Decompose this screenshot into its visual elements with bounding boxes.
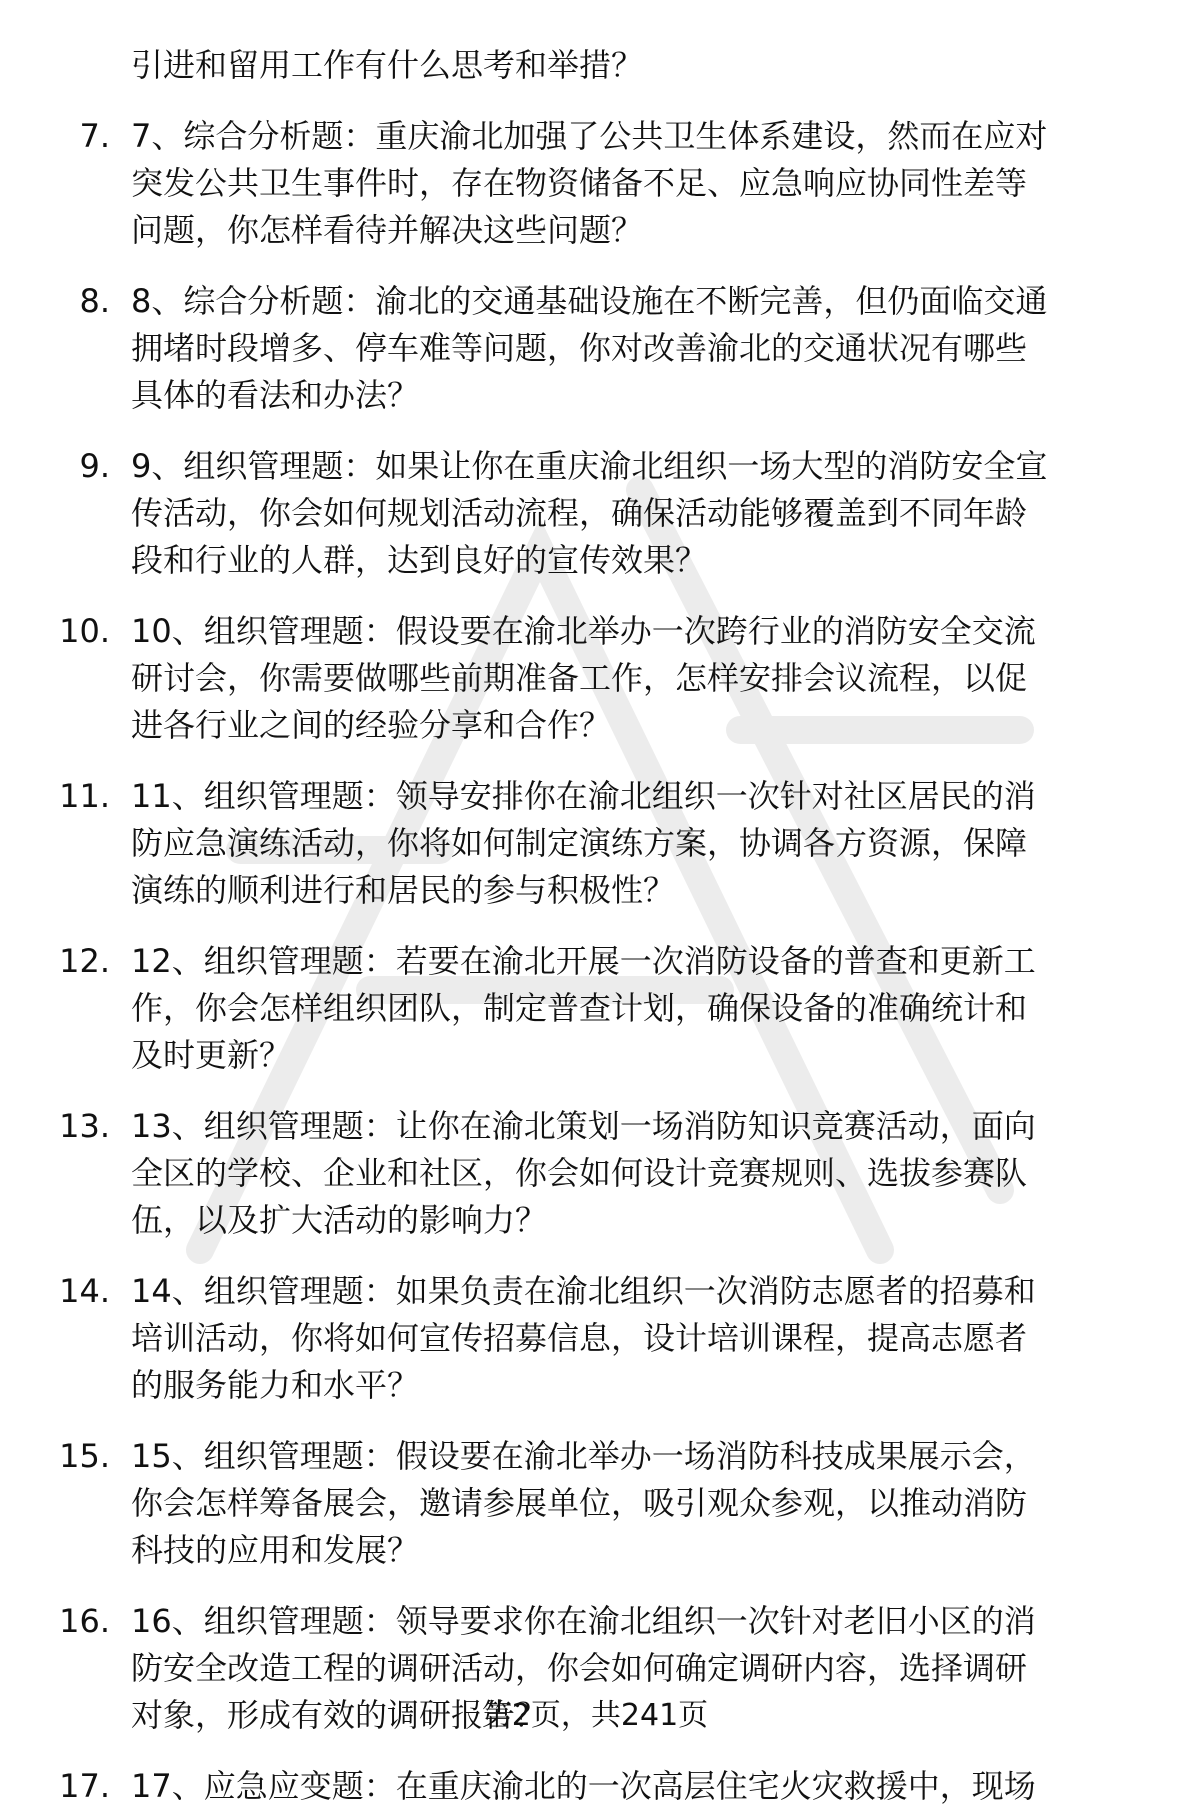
question-line: 15、组织管理题：假设要在渝北举办一场消防科技成果展示会， bbox=[131, 1437, 1036, 1475]
question-number: 16. bbox=[59, 1602, 110, 1640]
question-line: 防安全改造工程的调研活动，你会如何确定调研内容，选择调研 bbox=[131, 1649, 1028, 1687]
question-item bbox=[0, 608, 1190, 749]
question-line: 7、综合分析题：重庆渝北加强了公共卫生体系建设，然而在应对 bbox=[131, 117, 1048, 155]
question-text bbox=[131, 1763, 1151, 1810]
question-item bbox=[0, 1103, 1190, 1244]
question-line: 伍，以及扩大活动的影响力？ bbox=[131, 1201, 548, 1239]
question-number: 14. bbox=[59, 1272, 110, 1310]
question-item bbox=[0, 113, 1190, 254]
question-number: 15. bbox=[59, 1437, 110, 1475]
question-line: 11、组织管理题：领导安排你在渝北组织一次针对社区居民的消 bbox=[131, 777, 1036, 815]
question-line: 8、综合分析题：渝北的交通基础设施在不断完善，但仍面临交通 bbox=[131, 282, 1048, 320]
question-line: 问题，你怎样看待并解决这些问题？ bbox=[131, 211, 644, 249]
question-text bbox=[131, 773, 1151, 914]
question-line: 科技的应用和发展？ bbox=[131, 1531, 420, 1569]
question-text bbox=[131, 608, 1151, 749]
continuation-line: 引进和留用工作有什么思考和举措？ bbox=[131, 46, 644, 84]
question-number: 17. bbox=[59, 1767, 110, 1805]
question-text bbox=[131, 1103, 1151, 1244]
question-line: 拥堵时段增多、停车难等问题，你对改善渝北的交通状况有哪些 bbox=[131, 329, 1028, 367]
question-item bbox=[0, 938, 1190, 1079]
question-number: 11. bbox=[59, 777, 110, 815]
question-item bbox=[0, 443, 1190, 584]
question-item bbox=[0, 1763, 1190, 1810]
question-number: 9. bbox=[79, 447, 110, 485]
question-number: 12. bbox=[59, 942, 110, 980]
question-number: 8. bbox=[79, 282, 110, 320]
question-line: 10、组织管理题：假设要在渝北举办一次跨行业的消防安全交流 bbox=[131, 612, 1036, 650]
question-line: 12、组织管理题：若要在渝北开展一次消防设备的普查和更新工 bbox=[131, 942, 1036, 980]
question-line: 9、组织管理题：如果让你在重庆渝北组织一场大型的消防安全宣 bbox=[131, 447, 1048, 485]
question-item bbox=[0, 1268, 1190, 1409]
question-text bbox=[131, 113, 1151, 254]
question-text bbox=[131, 1268, 1151, 1409]
question-item bbox=[0, 1433, 1190, 1574]
page-footer: 第2页，共241页 bbox=[481, 1698, 709, 1733]
question-line: 段和行业的人群，达到良好的宣传效果？ bbox=[131, 541, 708, 579]
question-line: 防应急演练活动，你将如何制定演练方案，协调各方资源，保障 bbox=[131, 824, 1028, 862]
question-line: 17、应急应变题：在重庆渝北的一次高层住宅火灾救援中，现场 bbox=[131, 1767, 1036, 1805]
question-line: 具体的看法和办法？ bbox=[131, 376, 420, 414]
question-line: 对象，形成有效的调研报告？ bbox=[131, 1696, 548, 1734]
document-body bbox=[0, 42, 1190, 1810]
question-text bbox=[131, 278, 1151, 419]
question-number: 10. bbox=[59, 612, 110, 650]
question-line: 传活动，你会如何规划活动流程，确保活动能够覆盖到不同年龄 bbox=[131, 494, 1028, 532]
question-number: 7. bbox=[79, 117, 110, 155]
question-line: 13、组织管理题：让你在渝北策划一场消防知识竞赛活动，面向 bbox=[131, 1107, 1036, 1145]
question-line: 演练的顺利进行和居民的参与积极性？ bbox=[131, 871, 676, 909]
question-text bbox=[131, 938, 1151, 1079]
question-line: 突发公共卫生事件时，存在物资储备不足、应急响应协同性差等 bbox=[131, 164, 1028, 202]
question-item bbox=[0, 278, 1190, 419]
question-text bbox=[131, 1433, 1151, 1574]
question-line: 的服务能力和水平？ bbox=[131, 1366, 420, 1404]
question-line: 及时更新？ bbox=[131, 1036, 292, 1074]
question-line: 16、组织管理题：领导要求你在渝北组织一次针对老旧小区的消 bbox=[131, 1602, 1036, 1640]
question-line: 进各行业之间的经验分享和合作？ bbox=[131, 706, 612, 744]
question-line: 作，你会怎样组织团队，制定普查计划，确保设备的准确统计和 bbox=[131, 989, 1028, 1027]
question-line: 14、组织管理题：如果负责在渝北组织一次消防志愿者的招募和 bbox=[131, 1272, 1036, 1310]
question-item bbox=[0, 773, 1190, 914]
continuation-text bbox=[131, 42, 1151, 89]
question-line: 你会怎样筹备展会，邀请参展单位，吸引观众参观，以推动消防 bbox=[131, 1484, 1028, 1522]
question-line: 培训活动，你将如何宣传招募信息，设计培训课程，提高志愿者 bbox=[131, 1319, 1028, 1357]
question-text bbox=[131, 443, 1151, 584]
question-line: 研讨会，你需要做哪些前期准备工作，怎样安排会议流程，以促 bbox=[131, 659, 1028, 697]
question-number: 13. bbox=[59, 1107, 110, 1145]
question-line: 全区的学校、企业和社区，你会如何设计竞赛规则、选拔参赛队 bbox=[131, 1154, 1028, 1192]
